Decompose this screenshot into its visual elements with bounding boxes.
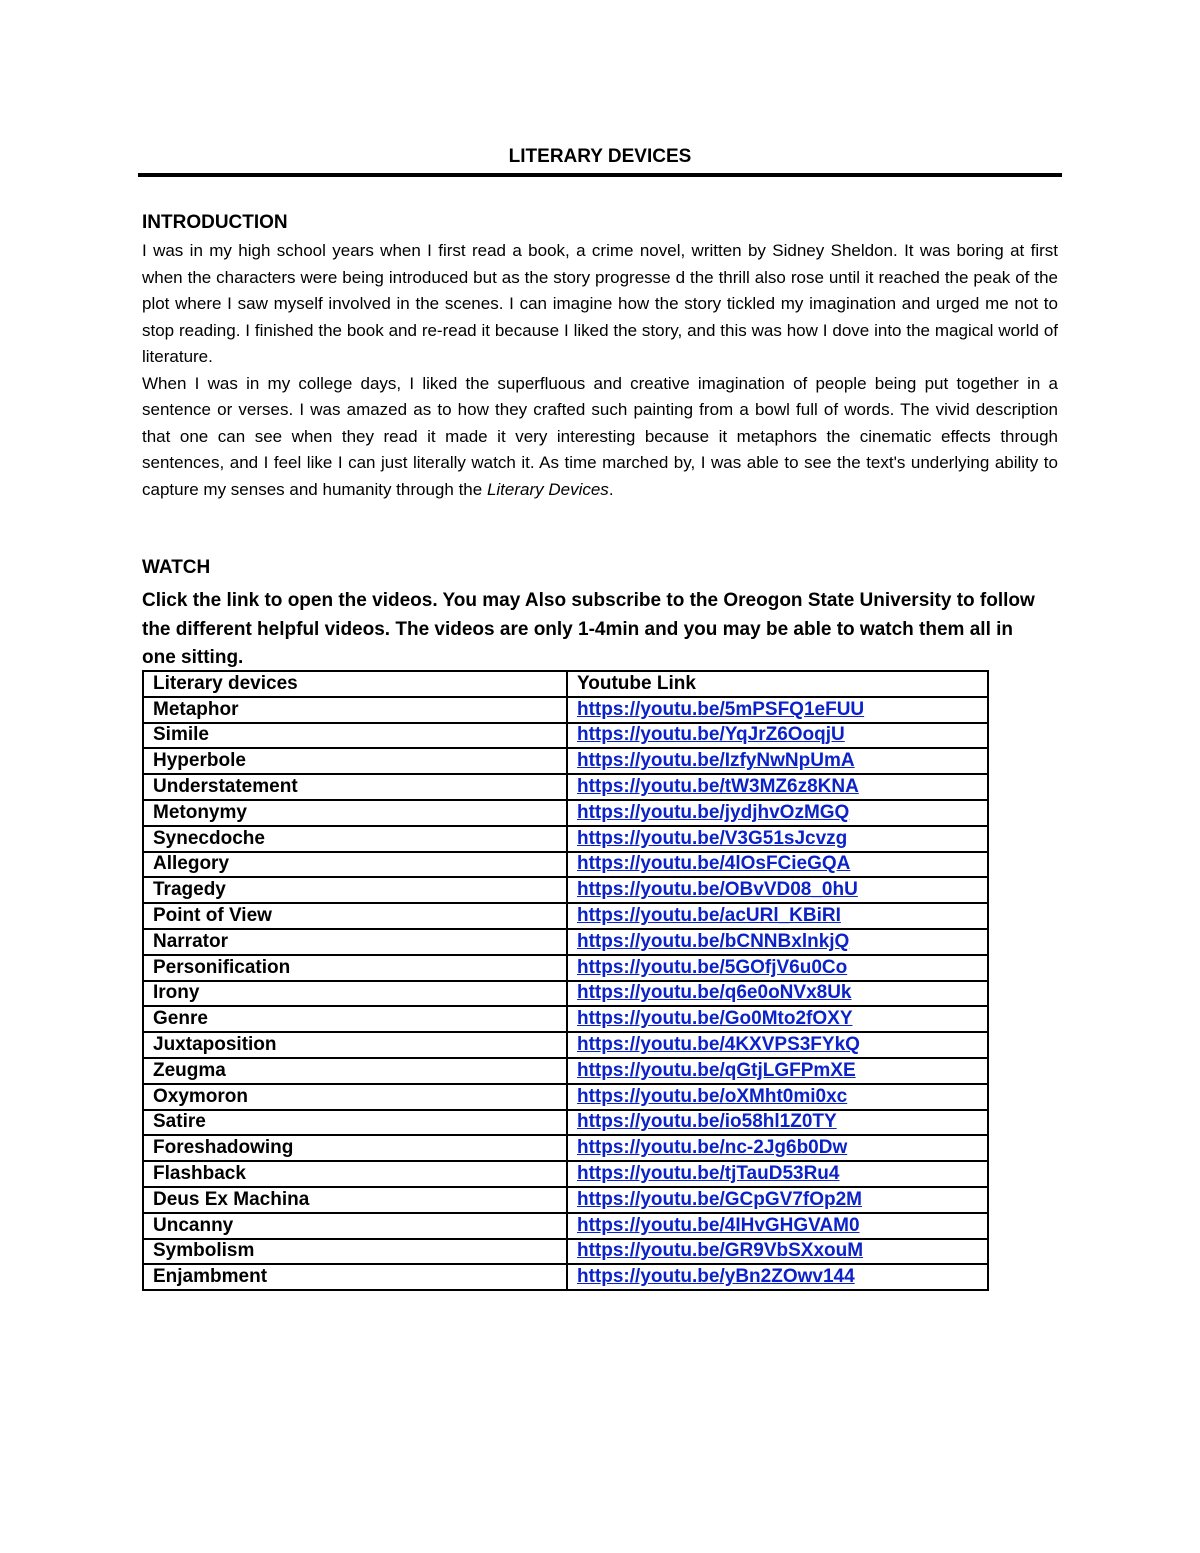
table-row [143,852,988,878]
device-name-cell: Uncanny [143,1213,567,1239]
youtube-link[interactable]: https://youtu.be/q6e0oNVx8Uk [577,982,852,1004]
youtube-link-cell [567,1110,988,1136]
youtube-link-cell [567,981,988,1007]
youtube-link-cell [567,800,988,826]
table-row [143,1135,988,1161]
youtube-link-cell [567,1084,988,1110]
youtube-link[interactable]: https://youtu.be/4KXVPS3FYkQ [577,1034,860,1056]
table-row [143,1239,988,1265]
youtube-link-cell [567,826,988,852]
device-name-cell: Tragedy [143,877,567,903]
table-row [143,1110,988,1136]
youtube-link-cell [567,723,988,749]
device-name-cell: Point of View [143,903,567,929]
youtube-link-cell [567,955,988,981]
youtube-link[interactable]: https://youtu.be/acURl_KBiRI [577,905,841,927]
table-row [143,1161,988,1187]
introduction-heading: INTRODUCTION [142,212,288,233]
device-name-cell: Oxymoron [143,1084,567,1110]
youtube-link[interactable]: https://youtu.be/qGtjLGFPmXE [577,1059,856,1081]
table-row [143,774,988,800]
table-row [143,1032,988,1058]
table-row [143,903,988,929]
youtube-link-cell [567,774,988,800]
youtube-link[interactable]: https://youtu.be/5mPSFQ1eFUU [577,698,865,720]
table-row [143,1264,988,1290]
table-row [143,1058,988,1084]
introduction-body [142,238,1058,503]
youtube-link-cell [567,1239,988,1265]
youtube-link-cell [567,1187,988,1213]
table-row [143,723,988,749]
device-name-cell: Zeugma [143,1058,567,1084]
youtube-link[interactable]: https://youtu.be/YqJrZ6OoqjU [577,724,845,746]
literary-devices-emphasis: Literary Devices [486,479,609,499]
column-header-devices: Literary devices [143,671,567,697]
youtube-link[interactable]: https://youtu.be/V3G51sJcvzg [577,827,848,849]
table-row [143,929,988,955]
device-name-cell: Juxtaposition [143,1032,567,1058]
youtube-link[interactable]: https://youtu.be/OBvVD08_0hU [577,879,858,901]
youtube-link[interactable]: https://youtu.be/GCpGV7fOp2M [577,1188,862,1210]
device-name-cell: Understatement [143,774,567,800]
device-name-cell: Narrator [143,929,567,955]
table-row [143,1213,988,1239]
literary-devices-table [142,670,989,1291]
table-row [143,697,988,723]
device-name-cell: Hyperbole [143,748,567,774]
device-name-cell: Foreshadowing [143,1135,567,1161]
youtube-link-cell [567,1006,988,1032]
youtube-link[interactable]: https://youtu.be/Go0Mto2fOXY [577,1008,853,1030]
device-name-cell: Genre [143,1006,567,1032]
device-name-cell: Enjambment [143,1264,567,1290]
watch-instructions: Click the link to open the videos. You may Also subscribe to the Oreogon State University to follow the different helpful videos. The videos are only 1-4min and you may be able to watch them all in one sitting. [142,590,1035,668]
youtube-link-cell [567,748,988,774]
youtube-link[interactable]: https://youtu.be/5GOfjV6u0Co [577,956,848,978]
youtube-link[interactable]: https://youtu.be/oXMht0mi0xc [577,1085,848,1107]
title-divider [138,173,1062,177]
page-title: LITERARY DEVICES [508,146,692,167]
youtube-link-cell [567,1213,988,1239]
youtube-link-cell [567,852,988,878]
table-row [143,1006,988,1032]
youtube-link-cell [567,1264,988,1290]
watch-heading: WATCH [142,557,211,578]
youtube-link[interactable]: https://youtu.be/GR9VbSXxouM [577,1240,864,1262]
youtube-link[interactable]: https://youtu.be/bCNNBxlnkjQ [577,930,850,952]
device-name-cell: Personification [143,955,567,981]
device-name-cell: Simile [143,723,567,749]
table-row [143,877,988,903]
device-name-cell: Allegory [143,852,567,878]
device-name-cell: Satire [143,1110,567,1136]
youtube-link[interactable]: https://youtu.be/tjTauD53Ru4 [577,1163,840,1185]
youtube-link[interactable]: https://youtu.be/yBn2ZOwv144 [577,1266,855,1288]
youtube-link[interactable]: https://youtu.be/io58hl1Z0TY [577,1111,837,1133]
table-row [143,955,988,981]
table-row [143,748,988,774]
youtube-link-cell [567,929,988,955]
youtube-link[interactable]: https://youtu.be/4IHvGHGVAM0 [577,1214,860,1236]
youtube-link[interactable]: https://youtu.be/tW3MZ6z8KNA [577,776,859,798]
table-row [143,800,988,826]
youtube-link-cell [567,1161,988,1187]
youtube-link-cell [567,1032,988,1058]
device-name-cell: Metaphor [143,697,567,723]
table-row [143,826,988,852]
device-name-cell: Irony [143,981,567,1007]
column-header-link: Youtube Link [567,671,988,697]
table-row [143,1084,988,1110]
device-name-cell: Synecdoche [143,826,567,852]
table-row [143,981,988,1007]
device-name-cell: Deus Ex Machina [143,1187,567,1213]
youtube-link[interactable]: https://youtu.be/4lOsFCieGQA [577,853,851,875]
device-name-cell: Metonymy [143,800,567,826]
youtube-link-cell [567,877,988,903]
youtube-link-cell [567,1058,988,1084]
youtube-link[interactable]: https://youtu.be/jydjhvOzMGQ [577,801,850,823]
youtube-link-cell [567,697,988,723]
paragraph-2-end: . [608,479,614,499]
paragraph-2-text: When I was in my college days, I liked the superfluous and creative imagination of people being put together in a sentence or verses. I was amazed as to how they crafted such painting from a bowl full of words. The vivid description that one can see when they read it made it very interesting because it metaphors the cinematic effects through sentences, and I feel like I can just literally watch it. As time marched by, I was able to see the text's underlying ability to capture my senses and humanity through the [142,373,1058,499]
youtube-link[interactable]: https://youtu.be/IzfyNwNpUmA [577,750,855,772]
device-name-cell: Flashback [143,1161,567,1187]
device-name-cell: Symbolism [143,1239,567,1265]
youtube-link-cell [567,1135,988,1161]
introduction-paragraph-1: I was in my high school years when I first read a book, a crime novel, written by Sidney Sheldon. It was boring at first when the characters were being introduced but as the story progresse d the thrill also rose until it reached the peak of the plot where I saw myself involved in the scenes. I can imagine how the story tickled my imagination and urged me not to stop reading. I finished the book and re-read it because I liked the story, and this was how I dove into the magical world of literature. [142,241,1058,366]
table-header-row [143,671,988,697]
youtube-link[interactable]: https://youtu.be/nc-2Jg6b0Dw [577,1137,848,1159]
youtube-link-cell [567,903,988,929]
table-row [143,1187,988,1213]
introduction-paragraph-2 [142,371,1058,504]
